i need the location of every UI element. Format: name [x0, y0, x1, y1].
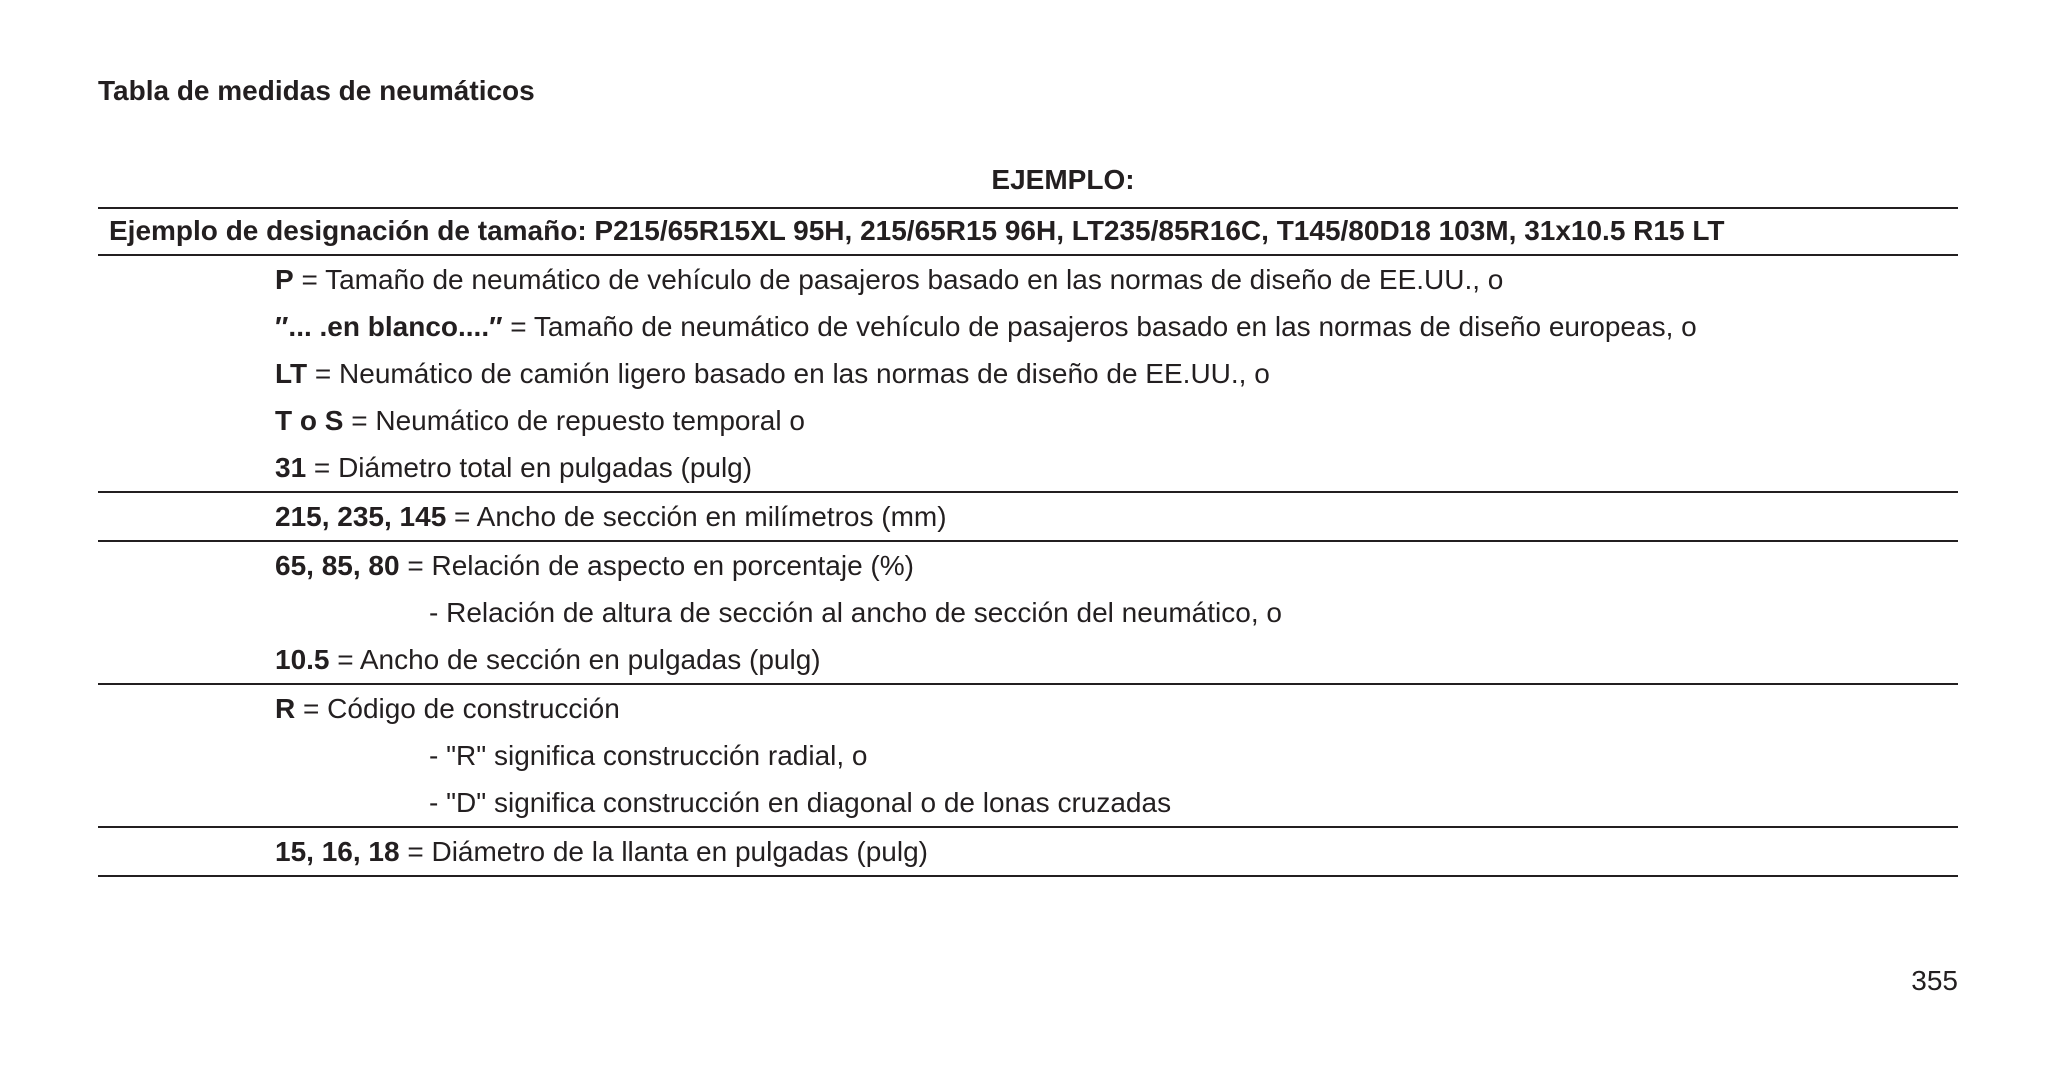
- row-description: = Neumático de camión ligero basado en las normas de diseño de EE.UU., o: [307, 358, 1270, 389]
- page-number: 355: [1911, 965, 1958, 996]
- row-term: LT: [275, 358, 308, 389]
- row-term: P: [275, 264, 294, 295]
- row-term: 215, 235, 145: [275, 501, 447, 532]
- row-description: = Diámetro de la llanta en pulgadas (pulg): [399, 836, 928, 867]
- table-row: [98, 397, 1958, 444]
- row-term: 15, 16, 18: [275, 836, 400, 867]
- row-description: = Código de construcción: [295, 693, 620, 724]
- row-term: R: [275, 693, 296, 724]
- table-row: [98, 685, 1958, 732]
- tire-size-table: [98, 160, 1958, 877]
- row-description: = Ancho de sección en milímetros (mm): [446, 501, 947, 532]
- row-description: = Tamaño de neumático de vehículo de pasajeros basado en las normas de diseño europeas, o: [502, 311, 1697, 342]
- page-title: Tabla de medidas de neumáticos: [98, 75, 535, 106]
- table-group-rim-diameter: [98, 826, 1958, 877]
- table-caption: EJEMPLO:: [991, 164, 1135, 195]
- row-term: 65, 85, 80: [275, 550, 400, 581]
- row-description: = Relación de aspecto en porcentaje (%): [399, 550, 914, 581]
- table-row: [98, 303, 1958, 350]
- table-row: [98, 636, 1958, 683]
- row-description: = Tamaño de neumático de vehículo de pasajeros basado en las normas de diseño de EE.UU., o: [293, 264, 1504, 295]
- table-group-construction: [98, 683, 1958, 826]
- row-description: = Ancho de sección en pulgadas (pulg): [329, 644, 821, 675]
- table-group-aspect-ratio: [98, 540, 1958, 683]
- table-row: [98, 828, 1958, 875]
- table-row: [98, 542, 1958, 589]
- row-description: = Diámetro total en pulgadas (pulg): [306, 452, 753, 483]
- table-row-sub: - "D" significa construcción en diagonal o de lonas cruzadas: [429, 787, 1172, 818]
- size-designation-example: Ejemplo de designación de tamaño: P215/65R15XL 95H, 215/65R15 96H, LT235/85R16C, T145/80D18 103M, 31x10.5 R15 LT: [109, 215, 1725, 246]
- table-row-sub: - "R" significa construcción radial, o: [429, 740, 868, 771]
- table-row-sub: - Relación de altura de sección al ancho de sección del neumático, o: [429, 597, 1282, 628]
- table-heading-group: [98, 207, 1958, 254]
- table-row: [98, 493, 1958, 540]
- row-term: ″... .en blanco....″: [275, 311, 503, 342]
- row-term: 10.5: [275, 644, 330, 675]
- table-row: [98, 444, 1958, 491]
- row-term: T o S: [275, 405, 344, 436]
- table-row: [98, 350, 1958, 397]
- table-group-section-width: [98, 491, 1958, 540]
- table-row: [98, 256, 1958, 303]
- table-group-tire-type: [98, 254, 1958, 491]
- row-description: = Neumático de repuesto temporal o: [343, 405, 805, 436]
- row-term: 31: [275, 452, 307, 483]
